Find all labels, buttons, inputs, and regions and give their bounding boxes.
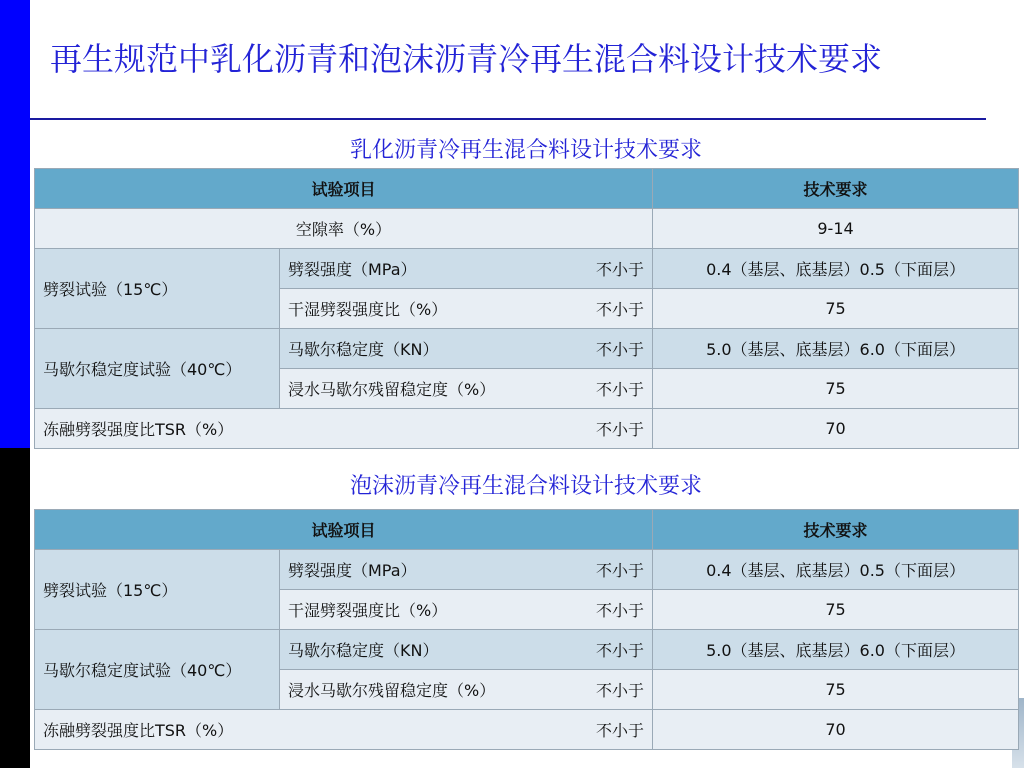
title-underline bbox=[30, 118, 986, 120]
row-item-condition: 不小于 bbox=[596, 681, 645, 700]
row-item-condition: 不小于 bbox=[596, 561, 645, 580]
row-item bbox=[280, 289, 653, 329]
table-row bbox=[35, 249, 1019, 289]
row-value: 0.4（基层、底基层）0.5（下面层） bbox=[653, 550, 1019, 590]
row-item-label: 劈裂强度（MPa） bbox=[288, 260, 417, 279]
row-item-label: 冻融劈裂强度比TSR（%） bbox=[43, 721, 234, 740]
row-item-condition: 不小于 bbox=[596, 601, 645, 620]
row-value: 5.0（基层、底基层）6.0（下面层） bbox=[653, 630, 1019, 670]
row-value: 75 bbox=[653, 289, 1019, 329]
foamed-asphalt-table bbox=[34, 509, 1019, 750]
table2-heading: 泡沫沥青冷再生混合料设计技术要求 bbox=[349, 474, 702, 499]
left-accent-bar-blue bbox=[0, 0, 30, 448]
row-item bbox=[280, 630, 653, 670]
split-test-group: 劈裂试验（15℃） bbox=[35, 550, 280, 630]
row-value: 75 bbox=[653, 369, 1019, 409]
header-test-item: 试验项目 bbox=[35, 169, 653, 209]
marshall-test-group: 马歇尔稳定度试验（40℃） bbox=[35, 630, 280, 710]
row-value: 75 bbox=[653, 670, 1019, 710]
row-item-condition: 不小于 bbox=[596, 340, 645, 359]
row-item-label: 浸水马歇尔残留稳定度（%） bbox=[288, 681, 496, 700]
row-item-label: 冻融劈裂强度比TSR（%） bbox=[43, 420, 234, 439]
marshall-test-group: 马歇尔稳定度试验（40℃） bbox=[35, 329, 280, 409]
row-item bbox=[280, 369, 653, 409]
row-item bbox=[35, 409, 653, 449]
row-item bbox=[280, 670, 653, 710]
row-value: 75 bbox=[653, 590, 1019, 630]
row-item-condition: 不小于 bbox=[596, 300, 645, 319]
slide-title: 再生规范中乳化沥青和泡沫沥青冷再生混合料设计技术要求 bbox=[50, 40, 883, 78]
row-item-label: 浸水马歇尔残留稳定度（%） bbox=[288, 380, 496, 399]
row-item-condition: 不小于 bbox=[596, 420, 645, 439]
table-row bbox=[35, 329, 1019, 369]
header-test-item: 试验项目 bbox=[35, 510, 653, 550]
table-row bbox=[35, 550, 1019, 590]
table-row bbox=[35, 409, 1019, 449]
row-item bbox=[280, 249, 653, 289]
row-item bbox=[280, 550, 653, 590]
row-item-condition: 不小于 bbox=[596, 380, 645, 399]
row-value: 70 bbox=[653, 710, 1019, 750]
row-item-condition: 不小于 bbox=[596, 260, 645, 279]
row-item-condition: 不小于 bbox=[596, 641, 645, 660]
row-item-condition: 不小于 bbox=[596, 721, 645, 740]
header-requirement: 技术要求 bbox=[653, 169, 1019, 209]
header-requirement: 技术要求 bbox=[653, 510, 1019, 550]
row-item bbox=[280, 590, 653, 630]
row-value: 0.4（基层、底基层）0.5（下面层） bbox=[653, 249, 1019, 289]
emulsified-asphalt-table bbox=[34, 168, 1019, 449]
row-item-label: 马歇尔稳定度（KN） bbox=[288, 340, 439, 359]
row-item bbox=[35, 710, 653, 750]
row-item-label: 劈裂强度（MPa） bbox=[288, 561, 417, 580]
porosity-value: 9-14 bbox=[653, 209, 1019, 249]
table-row bbox=[35, 630, 1019, 670]
row-value: 70 bbox=[653, 409, 1019, 449]
table-row bbox=[35, 209, 1019, 249]
row-item-label: 马歇尔稳定度（KN） bbox=[288, 641, 439, 660]
table-row bbox=[35, 710, 1019, 750]
row-item bbox=[280, 329, 653, 369]
table1-heading: 乳化沥青冷再生混合料设计技术要求 bbox=[349, 138, 702, 163]
row-item-label: 干湿劈裂强度比（%） bbox=[288, 601, 448, 620]
porosity-label: 空隙率（%） bbox=[35, 209, 653, 249]
row-value: 5.0（基层、底基层）6.0（下面层） bbox=[653, 329, 1019, 369]
row-item-label: 干湿劈裂强度比（%） bbox=[288, 300, 448, 319]
left-accent-bar-black bbox=[0, 448, 30, 768]
split-test-group: 劈裂试验（15℃） bbox=[35, 249, 280, 329]
